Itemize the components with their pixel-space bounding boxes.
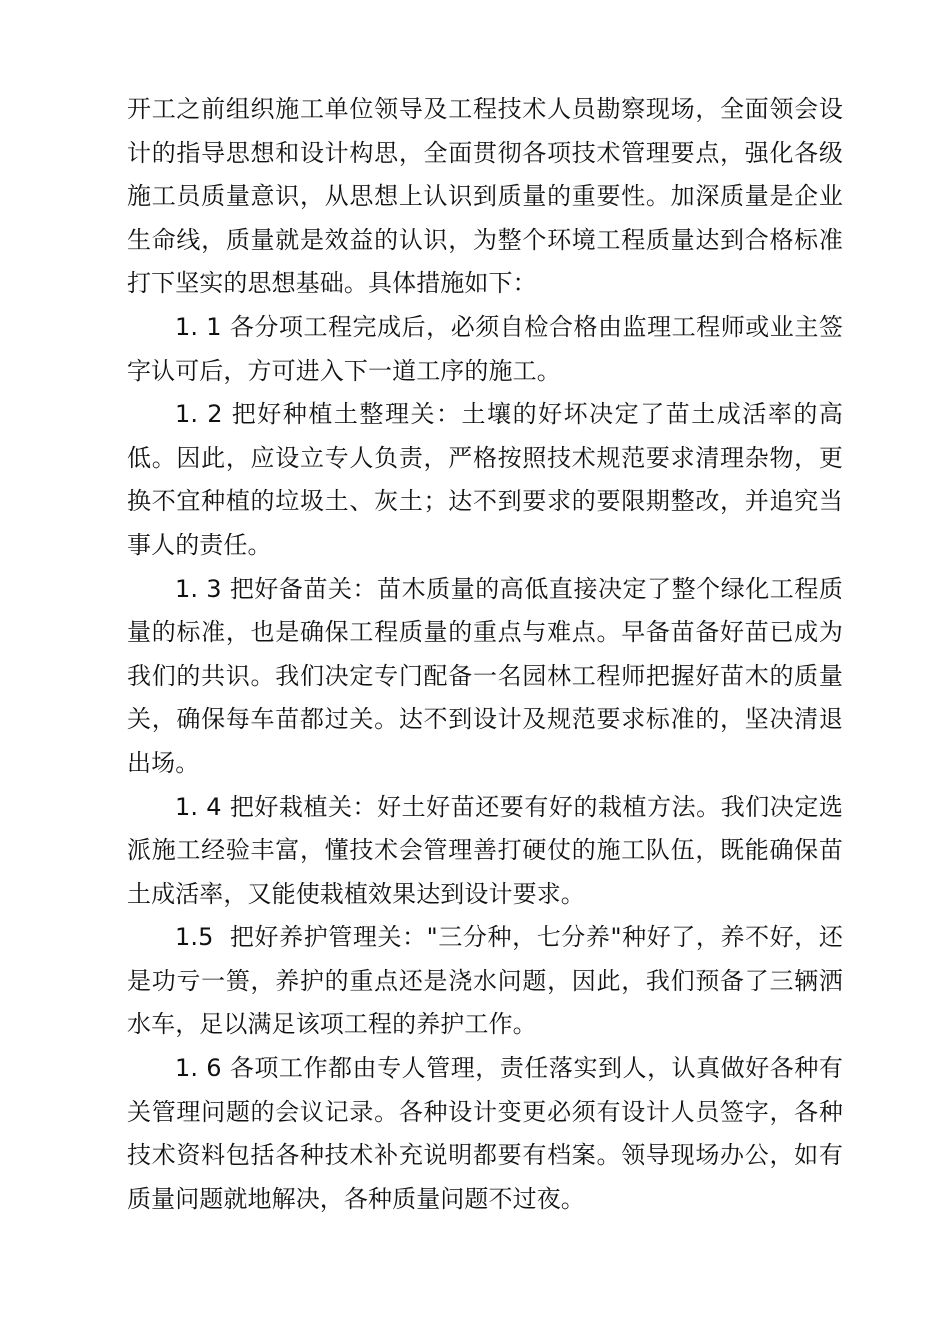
paragraph-intro: 开工之前组织施工单位领导及工程技术人员勘察现场，全面领会设计的指导思想和设计构思，全面贯彻各项技术管理要点，强化各级施工员质量意识，从思想上认识到质量的重要性。加深质量是企业生命线，质量就是效益的认识，为整个环境工程质量达到合格标准打下坚实的思想基础。具体措施如下： <box>127 95 843 298</box>
paragraph-item-1-1: 1. 1 各分项工程完成后，必须自检合格由监理工程师或业主签字认可后，方可进入下一道工序的施工。 <box>127 312 843 385</box>
document-body <box>127 88 843 1221</box>
paragraph-item-1-5: 1.5 把好养护管理关："三分种，七分养"种好了，养不好，还是功亏一篑，养护的重点还是浇水问题，因此，我们预备了三辆洒水车，足以满足该项工程的养护工作。 <box>127 923 843 1039</box>
paragraph-item-1-3: 1. 3 把好备苗关：苗木质量的高低直接决定了整个绿化工程质量的标准，也是确保工程质量的重点与难点。早备苗备好苗已成为我们的共识。我们决定专门配备一名园林工程师把握好苗木的质量关，确保每车苗都过关。达不到设计及规范要求标准的，坚决清退出场。 <box>127 574 843 777</box>
paragraph-item-1-4: 1. 4 把好栽植关：好土好苗还要有好的栽植方法。我们决定选派施工经验丰富，懂技术会管理善打硬仗的施工队伍，既能确保苗土成活率，又能使栽植效果达到设计要求。 <box>127 792 843 908</box>
paragraph-item-1-6: 1. 6 各项工作都由专人管理，责任落实到人，认真做好各种有关管理问题的会议记录。各种设计变更必须有设计人员签字，各种技术资料包括各种技术补充说明都要有档案。领导现场办公，如有质量问题就地解决，各种质量问题不过夜。 <box>127 1054 843 1213</box>
paragraph-item-1-2: 1. 2 把好种植土整理关：土壤的好坏决定了苗土成活率的高低。因此，应设立专人负责，严格按照技术规范要求清理杂物，更换不宜种植的垃圾土、灰土；达不到要求的要限期整改，并追究当事人的责任。 <box>127 400 843 559</box>
